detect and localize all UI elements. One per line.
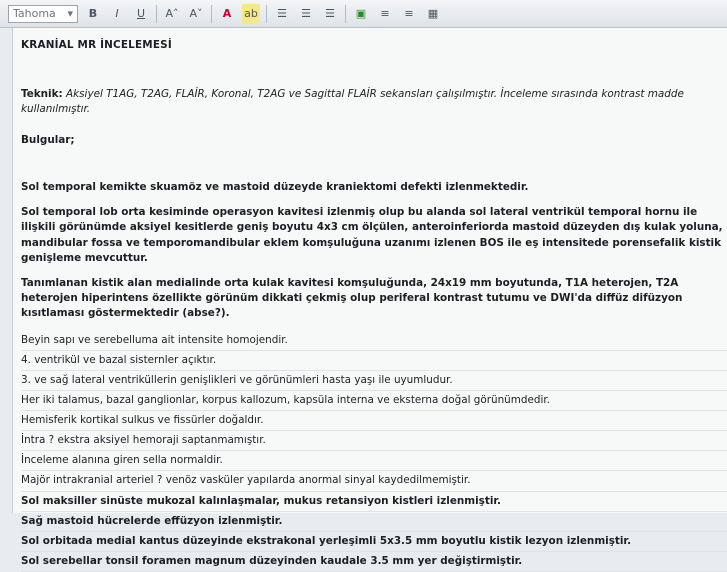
unordered-list-icon[interactable]: ≡ [404, 7, 414, 20]
finding-paragraph: Tanımlanan kistik alan medialinde orta kulak kavitesi komşuluğunda, 24x19 mm boyutunda, T1A heterojen, T2A heterojen hiperintens özellikte görünüm dikkati çekmiş olup periferal kontrast tutumu ve DWI'da diffüz difüzyon kısıtlaması göstermektedir (abse?). [21, 276, 683, 319]
finding-line: Sol serebellar tonsil foramen magnum düzeyinden kaudale 3.5 mm yer değiştirmiştir. [21, 552, 727, 572]
bulgular-label: Bulgular; [21, 134, 75, 147]
teknik-section [21, 87, 727, 117]
toolbar-divider [156, 5, 157, 23]
ordered-list-icon[interactable]: ≡ [380, 7, 390, 20]
finding-lines [21, 331, 727, 572]
finding-line: 4. ventrikül ve bazal sisternler açıktır. [21, 351, 727, 371]
finding-line: İntra ? ekstra aksiyel hemoraji saptanmamıştır. [21, 431, 727, 451]
font-family-value: Tahoma [13, 7, 56, 20]
finding-paragraph: Sol temporal kemikte skuamöz ve mastoid düzeyde kraniektomi defekti izlenmektedir. [21, 181, 529, 194]
table-icon[interactable]: ▦ [427, 7, 439, 20]
finding-line: Sol maksiller sinüste mukozal kalınlaşmalar, mukus retansiyon kistleri izlenmiştir. [21, 492, 727, 512]
insert-image-icon[interactable]: ▣ [355, 7, 367, 20]
highlight-button[interactable]: ab [242, 4, 260, 24]
teknik-label: Teknik: [21, 88, 63, 101]
toolbar-divider [211, 5, 212, 23]
finding-line: Beyin sapı ve serebelluma ait intensite homojendir. [21, 331, 727, 351]
finding-line: Sol orbitada medial kantus düzeyinde ekstrakonal yerleşimli 5x3.5 mm boyutlu kistik lezyon izlenmiştir. [21, 532, 727, 552]
bold-button[interactable]: B [88, 7, 98, 20]
underline-button[interactable]: U [136, 7, 146, 20]
finding-line: 3. ve sağ lateral ventriküllerin genişlikleri ve görünümleri hasta yaşı ile uyumludur. [21, 371, 727, 391]
toolbar-divider [266, 5, 267, 23]
font-size-increase-button[interactable]: A˄ [165, 7, 179, 20]
finding-line: Sağ mastoid hücrelerde effüzyon izlenmiştir. [21, 512, 727, 532]
align-right-icon[interactable]: ☰ [325, 7, 335, 20]
editor-toolbar [0, 0, 727, 28]
report-document[interactable] [12, 28, 727, 567]
finding-line: Majör intrakranial arteriel ? venöz vasküler yapılarda anormal sinyal kaydedilmemiştir. [21, 471, 727, 491]
font-family-select[interactable] [8, 5, 78, 23]
toolbar-divider [345, 5, 346, 23]
teknik-text: Aksiyel T1AG, T2AG, FLAİR, Koronal, T2AG ve Sagittal FLAİR sekansları çalışılmıştır. İnceleme sırasında kontrast madde kullanılmıştır. [21, 88, 684, 116]
italic-button[interactable]: I [115, 7, 119, 20]
font-size-decrease-button[interactable]: A˅ [189, 7, 203, 20]
finding-paragraph: Sol temporal lob orta kesiminde operasyon kavitesi izlenmiş olup bu alanda sol lateral ventrikül temporal hornu ile ilişkili görünümde aksiyel kesitlerde geniş boyutu 4x3 cm ölçülen, anteroinferiorda mastoid düzeyden dış kulak yoluna, mandibular fossa ve temporomandibular eklem komşuluğuna uzanımı izlenen BOS ile eş intensitede porensefalik kistik genişleme mevcuttur. [21, 206, 723, 264]
chevron-down-icon: ▾ [67, 7, 73, 20]
font-color-button[interactable]: A [222, 7, 232, 20]
align-left-icon[interactable]: ☰ [277, 7, 287, 20]
align-center-icon[interactable]: ☰ [301, 7, 311, 20]
finding-line: Hemisferik kortikal sulkus ve fissürler doğaldır. [21, 411, 727, 431]
finding-line: İnceleme alanına giren sella normaldir. [21, 451, 727, 471]
finding-line: Her iki talamus, bazal ganglionlar, korpus kallozum, kapsüla interna ve eksterna doğal görünümdedir. [21, 391, 727, 411]
page-title: KRANİAL MR İNCELEMESİ [21, 39, 172, 51]
